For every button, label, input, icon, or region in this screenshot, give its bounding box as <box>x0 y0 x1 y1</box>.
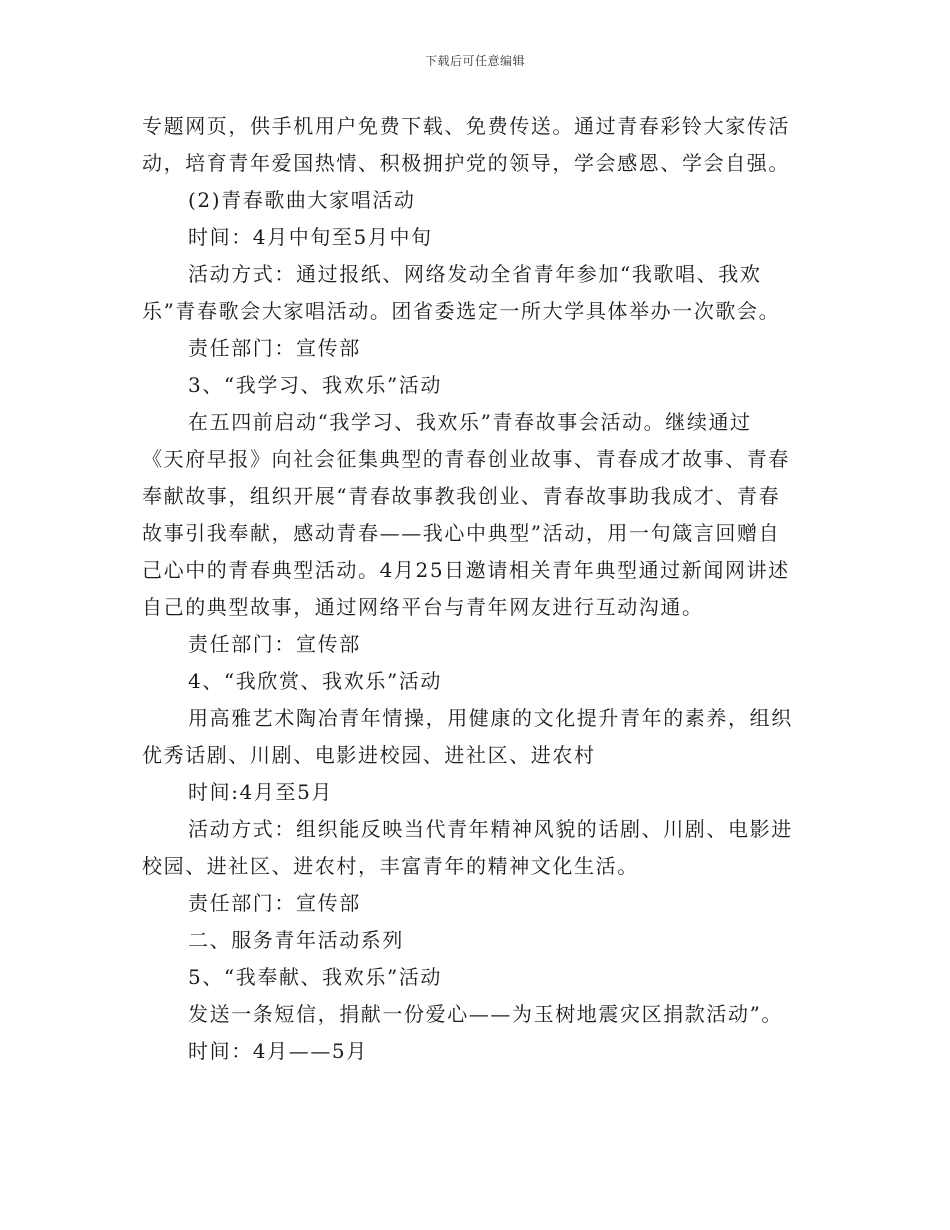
paragraph <box>142 996 808 1033</box>
text-line: 己心中的青春典型活动。4月25日邀请相关青年典型通过新闻网讲述 <box>142 558 790 582</box>
paragraph <box>142 774 808 811</box>
paragraph <box>142 182 808 219</box>
paragraph <box>142 404 808 626</box>
text-line: 时间:4月至5月 <box>188 780 333 804</box>
text-line: 动，培育青年爱国热情、积极拥护党的领导，学会感恩、学会自强。 <box>142 151 790 175</box>
text-line: 在五四前启动“我学习、我欢乐”青春故事会活动。继续通过 <box>188 410 752 434</box>
text-line: 时间：4月——5月 <box>188 1039 368 1063</box>
text-line: 二、服务青年活动系列 <box>188 928 404 952</box>
page-header-note: 下载后可任意编辑 <box>424 54 525 68</box>
text-line: (2)青春歌曲大家唱活动 <box>188 188 416 212</box>
paragraph <box>142 256 808 330</box>
text-line: 奉献故事，组织开展“青春故事教我创业、青春故事助我成才、青春 <box>142 484 781 508</box>
paragraph <box>142 922 808 959</box>
text-line: 3、“我学习、我欢乐”活动 <box>188 373 442 397</box>
text-line: 活动方式：通过报纸、网络发动全省青年参加“我歌唱、我欢 <box>188 262 762 286</box>
paragraph <box>142 700 808 774</box>
text-line: 责任部门：宣传部 <box>188 632 361 656</box>
text-line: 校园、进社区、进农村，丰富青年的精神文化生活。 <box>142 854 639 878</box>
paragraph <box>142 663 808 700</box>
text-line: 专题网页，供手机用户免费下载、免费传送。通过青春彩铃大家传活 <box>142 114 790 138</box>
text-line: 活动方式：组织能反映当代青年精神风貌的话剧、川剧、电影进 <box>188 817 793 841</box>
paragraph <box>142 959 808 996</box>
text-line: 优秀话剧、川剧、电影进校园、进社区、进农村 <box>142 743 596 767</box>
document-body <box>142 108 808 1070</box>
paragraph <box>142 1033 808 1070</box>
paragraph <box>142 219 808 256</box>
paragraph <box>142 626 808 663</box>
text-line: 《天府早报》向社会征集典型的青春创业故事、青春成才故事、青春 <box>142 447 790 471</box>
text-line: 故事引我奉献，感动青春——我心中典型”活动，用一句箴言回赠自 <box>142 521 781 545</box>
text-line: 5、“我奉献、我欢乐”活动 <box>188 965 442 989</box>
text-line: 用高雅艺术陶冶青年情操，用健康的文化提升青年的素养，组织 <box>188 706 793 730</box>
text-line: 责任部门：宣传部 <box>188 891 361 915</box>
text-line: 自己的典型故事，通过网络平台与青年网友进行互动沟通。 <box>142 595 704 619</box>
text-line: 时间：4月中旬至5月中旬 <box>188 225 433 249</box>
paragraph <box>142 885 808 922</box>
text-line: 乐”青春歌会大家唱活动。团省委选定一所大学具体举办一次歌会。 <box>142 299 781 323</box>
text-line: 4、“我欣赏、我欢乐”活动 <box>188 669 442 693</box>
paragraph <box>142 330 808 367</box>
text-line: 发送一条短信，捐献一份爱心——为玉树地震灾区捐款活动”。 <box>188 1002 784 1026</box>
paragraph <box>142 108 808 182</box>
text-line: 责任部门：宣传部 <box>188 336 361 360</box>
paragraph <box>142 367 808 404</box>
paragraph <box>142 811 808 885</box>
